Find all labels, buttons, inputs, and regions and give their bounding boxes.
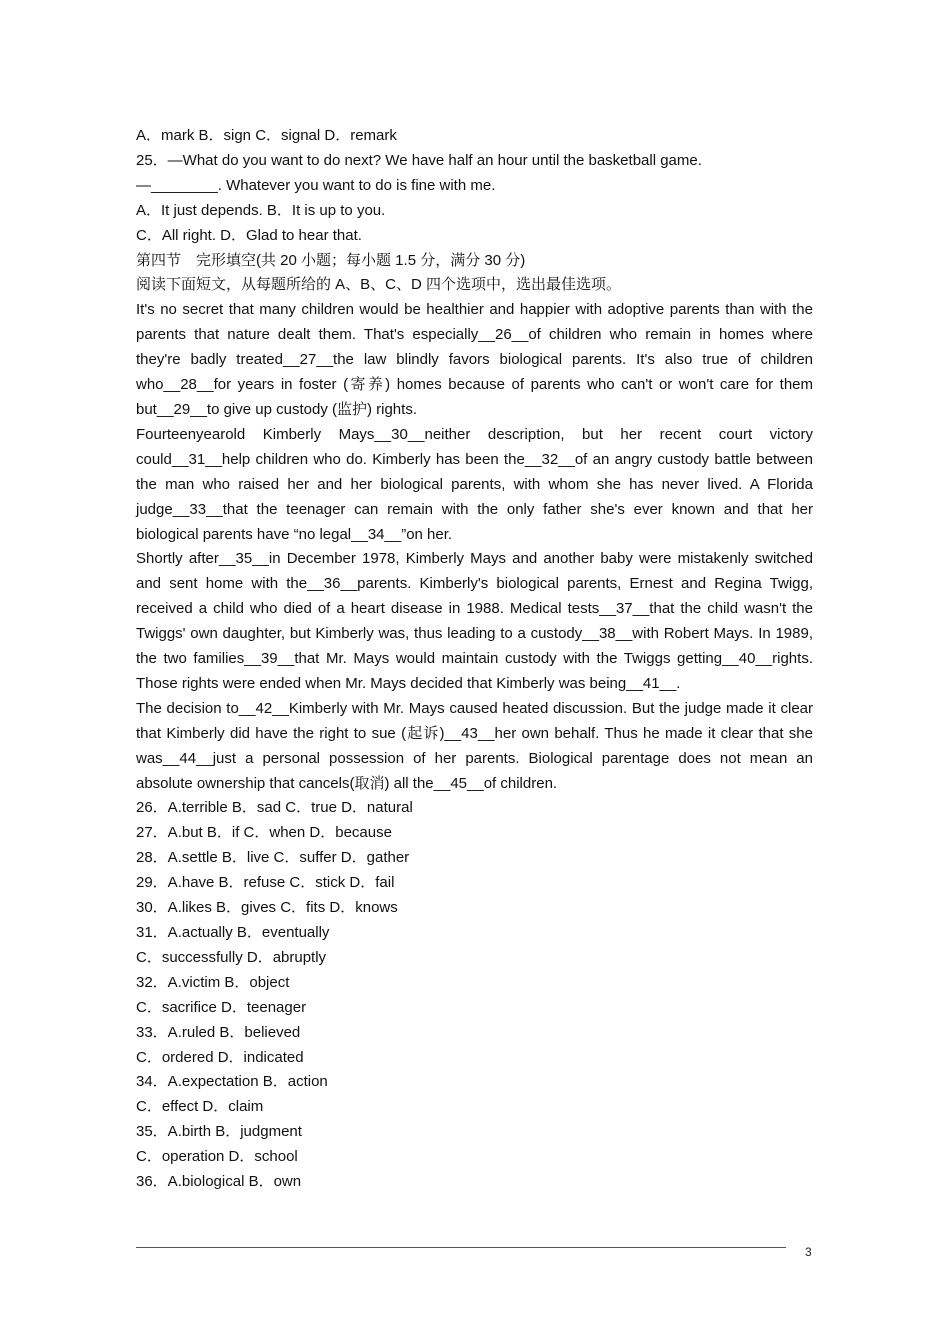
- option-line: 26．A.terrible B．sad C．true D．natural: [136, 799, 413, 817]
- passage-paragraph-2: Fourteenyearold Kimberly Mays__30__neither description, but her recent court victory could__31__help children who do. Kimberly has been the__32__of an angry custody battle between the man who raised her and her biological parents, with whom she has never lived. A Florida judge__33__that the teenager can remain with the only father she's ever known and that her biological parents have “no legal__34__”on her.: [136, 425, 813, 543]
- option-line: 31．A.actually B．eventually: [136, 924, 330, 941]
- option-line: 29．A.have B．refuse C．stick D．fail: [136, 874, 395, 892]
- option-line: 30．A.likes B．gives C．fits D．knows: [136, 899, 398, 917]
- option-line: 32．A.victim B．object: [136, 973, 290, 991]
- option-line: C．ordered D．indicated: [136, 1048, 304, 1066]
- option-line: C．operation D．school: [136, 1148, 298, 1166]
- q25-answer-line: —________. Whatever you want to do is fine with me.: [136, 176, 496, 194]
- option-line: 33．A.ruled B．believed: [136, 1023, 301, 1041]
- option-line: C．effect D．claim: [136, 1098, 264, 1116]
- passage-paragraph-4: The decision to__42__Kimberly with Mr. Mays caused heated discussion. But the judge made it clear that Kimberly did have the right to sue (起诉)__43__her own behalf. Thus he made it clear that she was__44__just a personal possession of her parents. Biological parentage does not mean an absolute ownership that cancels(取消) all the__45__of children.: [136, 699, 813, 792]
- passage-paragraph-1: It's no secret that many children would be healthier and happier with adoptive parents than with the parents that nature dealt them. That's especially__26__of children who remain in homes where they're badly treated__27__the law blindly favors biological parents. It's also true of children who__28__for years in foster (寄养) homes because of parents who can't or won't care for them but__29__to give up custody (监护) rights.: [136, 301, 813, 418]
- page-content: [136, 124, 813, 1195]
- q25-options-ab: A．It just depends. B．It is up to you.: [136, 201, 386, 219]
- passage-paragraph-3: Shortly after__35__in December 1978, Kimberly Mays and another baby were mistakenly switched and sent home with the__36__parents. Kimberly's biological parents, Ernest and Regina Twigg, received a child who died of a heart disease in 1988. Medical tests__37__that the child wasn't the Twiggs' own daughter, but Kimberly was, thus leading to a custody__38__with Robert Mays. In 1989, the two families__39__that Mr. Mays would maintain custody with the Twiggs getting__40__rights. Those rights were ended when Mr. Mays decided that Kimberly was being__41__.: [136, 550, 813, 692]
- q25-options-cd: C．All right. D．Glad to hear that.: [136, 226, 362, 244]
- option-line: C．successfully D．abruptly: [136, 948, 327, 966]
- option-line: 28．A.settle B．live C．suffer D．gather: [136, 849, 410, 867]
- option-line: 35．A.birth B．judgment: [136, 1123, 302, 1141]
- footer-divider: [136, 1247, 786, 1248]
- q24-options: A．mark B．sign C．signal D．remark: [136, 127, 397, 144]
- option-line: 27．A.but B．if C．when D．because: [136, 824, 392, 842]
- option-line: 34．A.expectation B．action: [136, 1073, 328, 1091]
- q25-question: 25．—What do you want to do next? We have half an hour until the basketball game.: [136, 151, 702, 169]
- option-line: 36．A.biological B．own: [136, 1173, 302, 1191]
- section-instructions: 阅读下面短文，从每题所给的 A、B、C、D 四个选项中，选出最佳选项。: [136, 276, 622, 294]
- option-line: C．sacrifice D．teenager: [136, 998, 307, 1016]
- section-heading: 第四节 完形填空(共 20 小题；每小题 1.5 分，满分 30 分): [136, 251, 526, 269]
- page-number: 3: [805, 1245, 812, 1259]
